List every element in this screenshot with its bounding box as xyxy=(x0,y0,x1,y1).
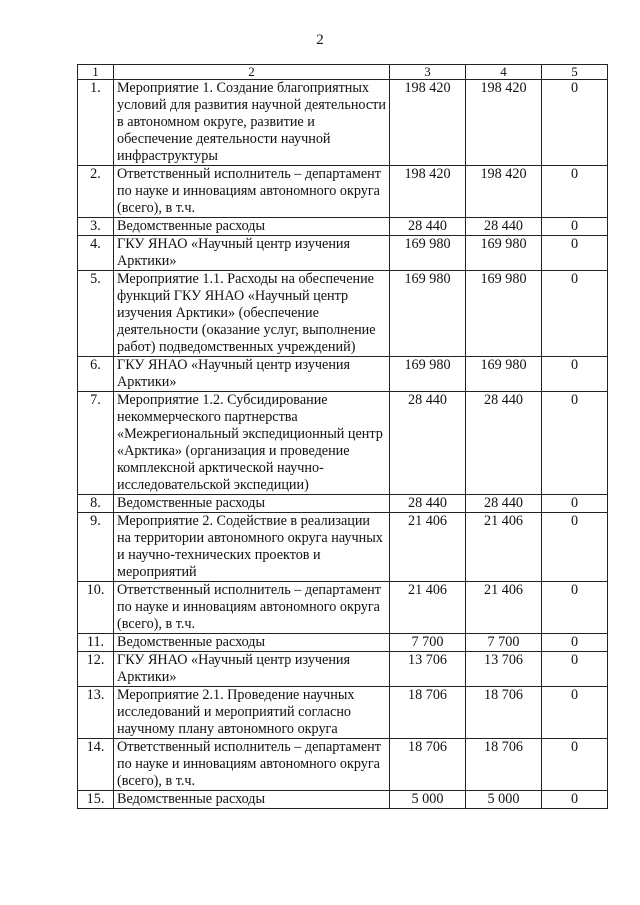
row-value-col4: 7 700 xyxy=(466,634,542,652)
row-value-col3: 169 980 xyxy=(390,357,466,392)
row-value-col5: 0 xyxy=(542,582,608,634)
table-row xyxy=(78,80,608,166)
table-row xyxy=(78,357,608,392)
row-value-col5: 0 xyxy=(542,392,608,495)
row-value-col4: 28 440 xyxy=(466,392,542,495)
row-number: 11. xyxy=(78,634,114,652)
row-description: Ответственный исполнитель – департамент по науке и инновациям автономного округа (всего), в т.ч. xyxy=(114,582,390,634)
row-value-col3: 5 000 xyxy=(390,791,466,809)
page-number: 2 xyxy=(316,32,324,48)
row-description: Мероприятие 1.1. Расходы на обеспечение функций ГКУ ЯНАО «Научный центр изучения Арктики» (обеспечение деятельности (оказание услуг, выполнение работ) подведомственных учреждений) xyxy=(114,271,390,357)
table-row xyxy=(78,687,608,739)
header-col-1: 1 xyxy=(78,65,114,80)
table-row xyxy=(78,739,608,791)
row-number: 10. xyxy=(78,582,114,634)
row-value-col4: 169 980 xyxy=(466,271,542,357)
row-description: Ответственный исполнитель – департамент по науке и инновациям автономного округа (всего), в т.ч. xyxy=(114,739,390,791)
row-value-col4: 28 440 xyxy=(466,495,542,513)
row-value-col4: 169 980 xyxy=(466,236,542,271)
row-value-col3: 198 420 xyxy=(390,166,466,218)
row-value-col4: 198 420 xyxy=(466,166,542,218)
row-description: Ведомственные расходы xyxy=(114,634,390,652)
table-row xyxy=(78,392,608,495)
table-row xyxy=(78,495,608,513)
row-value-col5: 0 xyxy=(542,739,608,791)
row-value-col3: 21 406 xyxy=(390,513,466,582)
row-number: 12. xyxy=(78,652,114,687)
row-value-col5: 0 xyxy=(542,218,608,236)
row-value-col3: 198 420 xyxy=(390,80,466,166)
row-value-col3: 13 706 xyxy=(390,652,466,687)
row-value-col4: 5 000 xyxy=(466,791,542,809)
row-value-col3: 28 440 xyxy=(390,218,466,236)
row-value-col5: 0 xyxy=(542,271,608,357)
row-description: Мероприятие 2. Содействие в реализации на территории автономного округа научных и научно-технических проектов и мероприятий xyxy=(114,513,390,582)
row-description: ГКУ ЯНАО «Научный центр изучения Арктики» xyxy=(114,652,390,687)
row-value-col3: 28 440 xyxy=(390,392,466,495)
row-number: 6. xyxy=(78,357,114,392)
table-row xyxy=(78,218,608,236)
row-value-col5: 0 xyxy=(542,791,608,809)
budget-table xyxy=(77,64,608,809)
row-value-col4: 21 406 xyxy=(466,582,542,634)
row-value-col5: 0 xyxy=(542,634,608,652)
row-number: 14. xyxy=(78,739,114,791)
row-number: 3. xyxy=(78,218,114,236)
row-value-col3: 28 440 xyxy=(390,495,466,513)
table-row xyxy=(78,652,608,687)
header-col-3: 3 xyxy=(390,65,466,80)
row-number: 15. xyxy=(78,791,114,809)
row-value-col4: 18 706 xyxy=(466,687,542,739)
row-value-col3: 7 700 xyxy=(390,634,466,652)
row-value-col3: 21 406 xyxy=(390,582,466,634)
row-value-col4: 21 406 xyxy=(466,513,542,582)
row-value-col4: 169 980 xyxy=(466,357,542,392)
table-row xyxy=(78,236,608,271)
table-header-row xyxy=(78,65,608,80)
row-description: Мероприятие 1. Создание благоприятных условий для развития научной деятельности в автономном округе, развитие и обеспечение деятельности научной инфраструктуры xyxy=(114,80,390,166)
row-value-col3: 18 706 xyxy=(390,687,466,739)
row-number: 9. xyxy=(78,513,114,582)
table-row xyxy=(78,791,608,809)
row-value-col4: 198 420 xyxy=(466,80,542,166)
row-description: Ведомственные расходы xyxy=(114,791,390,809)
row-value-col5: 0 xyxy=(542,80,608,166)
row-description: Ведомственные расходы xyxy=(114,495,390,513)
row-value-col4: 28 440 xyxy=(466,218,542,236)
table-row xyxy=(78,513,608,582)
row-value-col5: 0 xyxy=(542,357,608,392)
row-value-col3: 169 980 xyxy=(390,236,466,271)
row-value-col5: 0 xyxy=(542,513,608,582)
row-number: 13. xyxy=(78,687,114,739)
table-row xyxy=(78,271,608,357)
row-value-col5: 0 xyxy=(542,652,608,687)
row-value-col5: 0 xyxy=(542,236,608,271)
row-value-col4: 18 706 xyxy=(466,739,542,791)
row-value-col5: 0 xyxy=(542,687,608,739)
row-number: 7. xyxy=(78,392,114,495)
row-description: Ответственный исполнитель – департамент по науке и инновациям автономного округа (всего), в т.ч. xyxy=(114,166,390,218)
row-description: ГКУ ЯНАО «Научный центр изучения Арктики» xyxy=(114,357,390,392)
header-col-4: 4 xyxy=(466,65,542,80)
row-number: 2. xyxy=(78,166,114,218)
row-value-col3: 169 980 xyxy=(390,271,466,357)
row-value-col3: 18 706 xyxy=(390,739,466,791)
row-number: 8. xyxy=(78,495,114,513)
header-col-2: 2 xyxy=(114,65,390,80)
row-value-col5: 0 xyxy=(542,495,608,513)
row-number: 1. xyxy=(78,80,114,166)
row-description: ГКУ ЯНАО «Научный центр изучения Арктики» xyxy=(114,236,390,271)
header-col-5: 5 xyxy=(542,65,608,80)
row-value-col4: 13 706 xyxy=(466,652,542,687)
table-row xyxy=(78,582,608,634)
row-description: Мероприятие 2.1. Проведение научных исследований и мероприятий согласно научному плану автономного округа xyxy=(114,687,390,739)
row-value-col5: 0 xyxy=(542,166,608,218)
row-number: 5. xyxy=(78,271,114,357)
row-description: Мероприятие 1.2. Субсидирование некоммерческого партнерства «Межрегиональный экспедиционный центр «Арктика» (организация и проведение комплексной арктической научно-исследовательской экспедиции) xyxy=(114,392,390,495)
table-row xyxy=(78,634,608,652)
row-number: 4. xyxy=(78,236,114,271)
table-row xyxy=(78,166,608,218)
row-description: Ведомственные расходы xyxy=(114,218,390,236)
